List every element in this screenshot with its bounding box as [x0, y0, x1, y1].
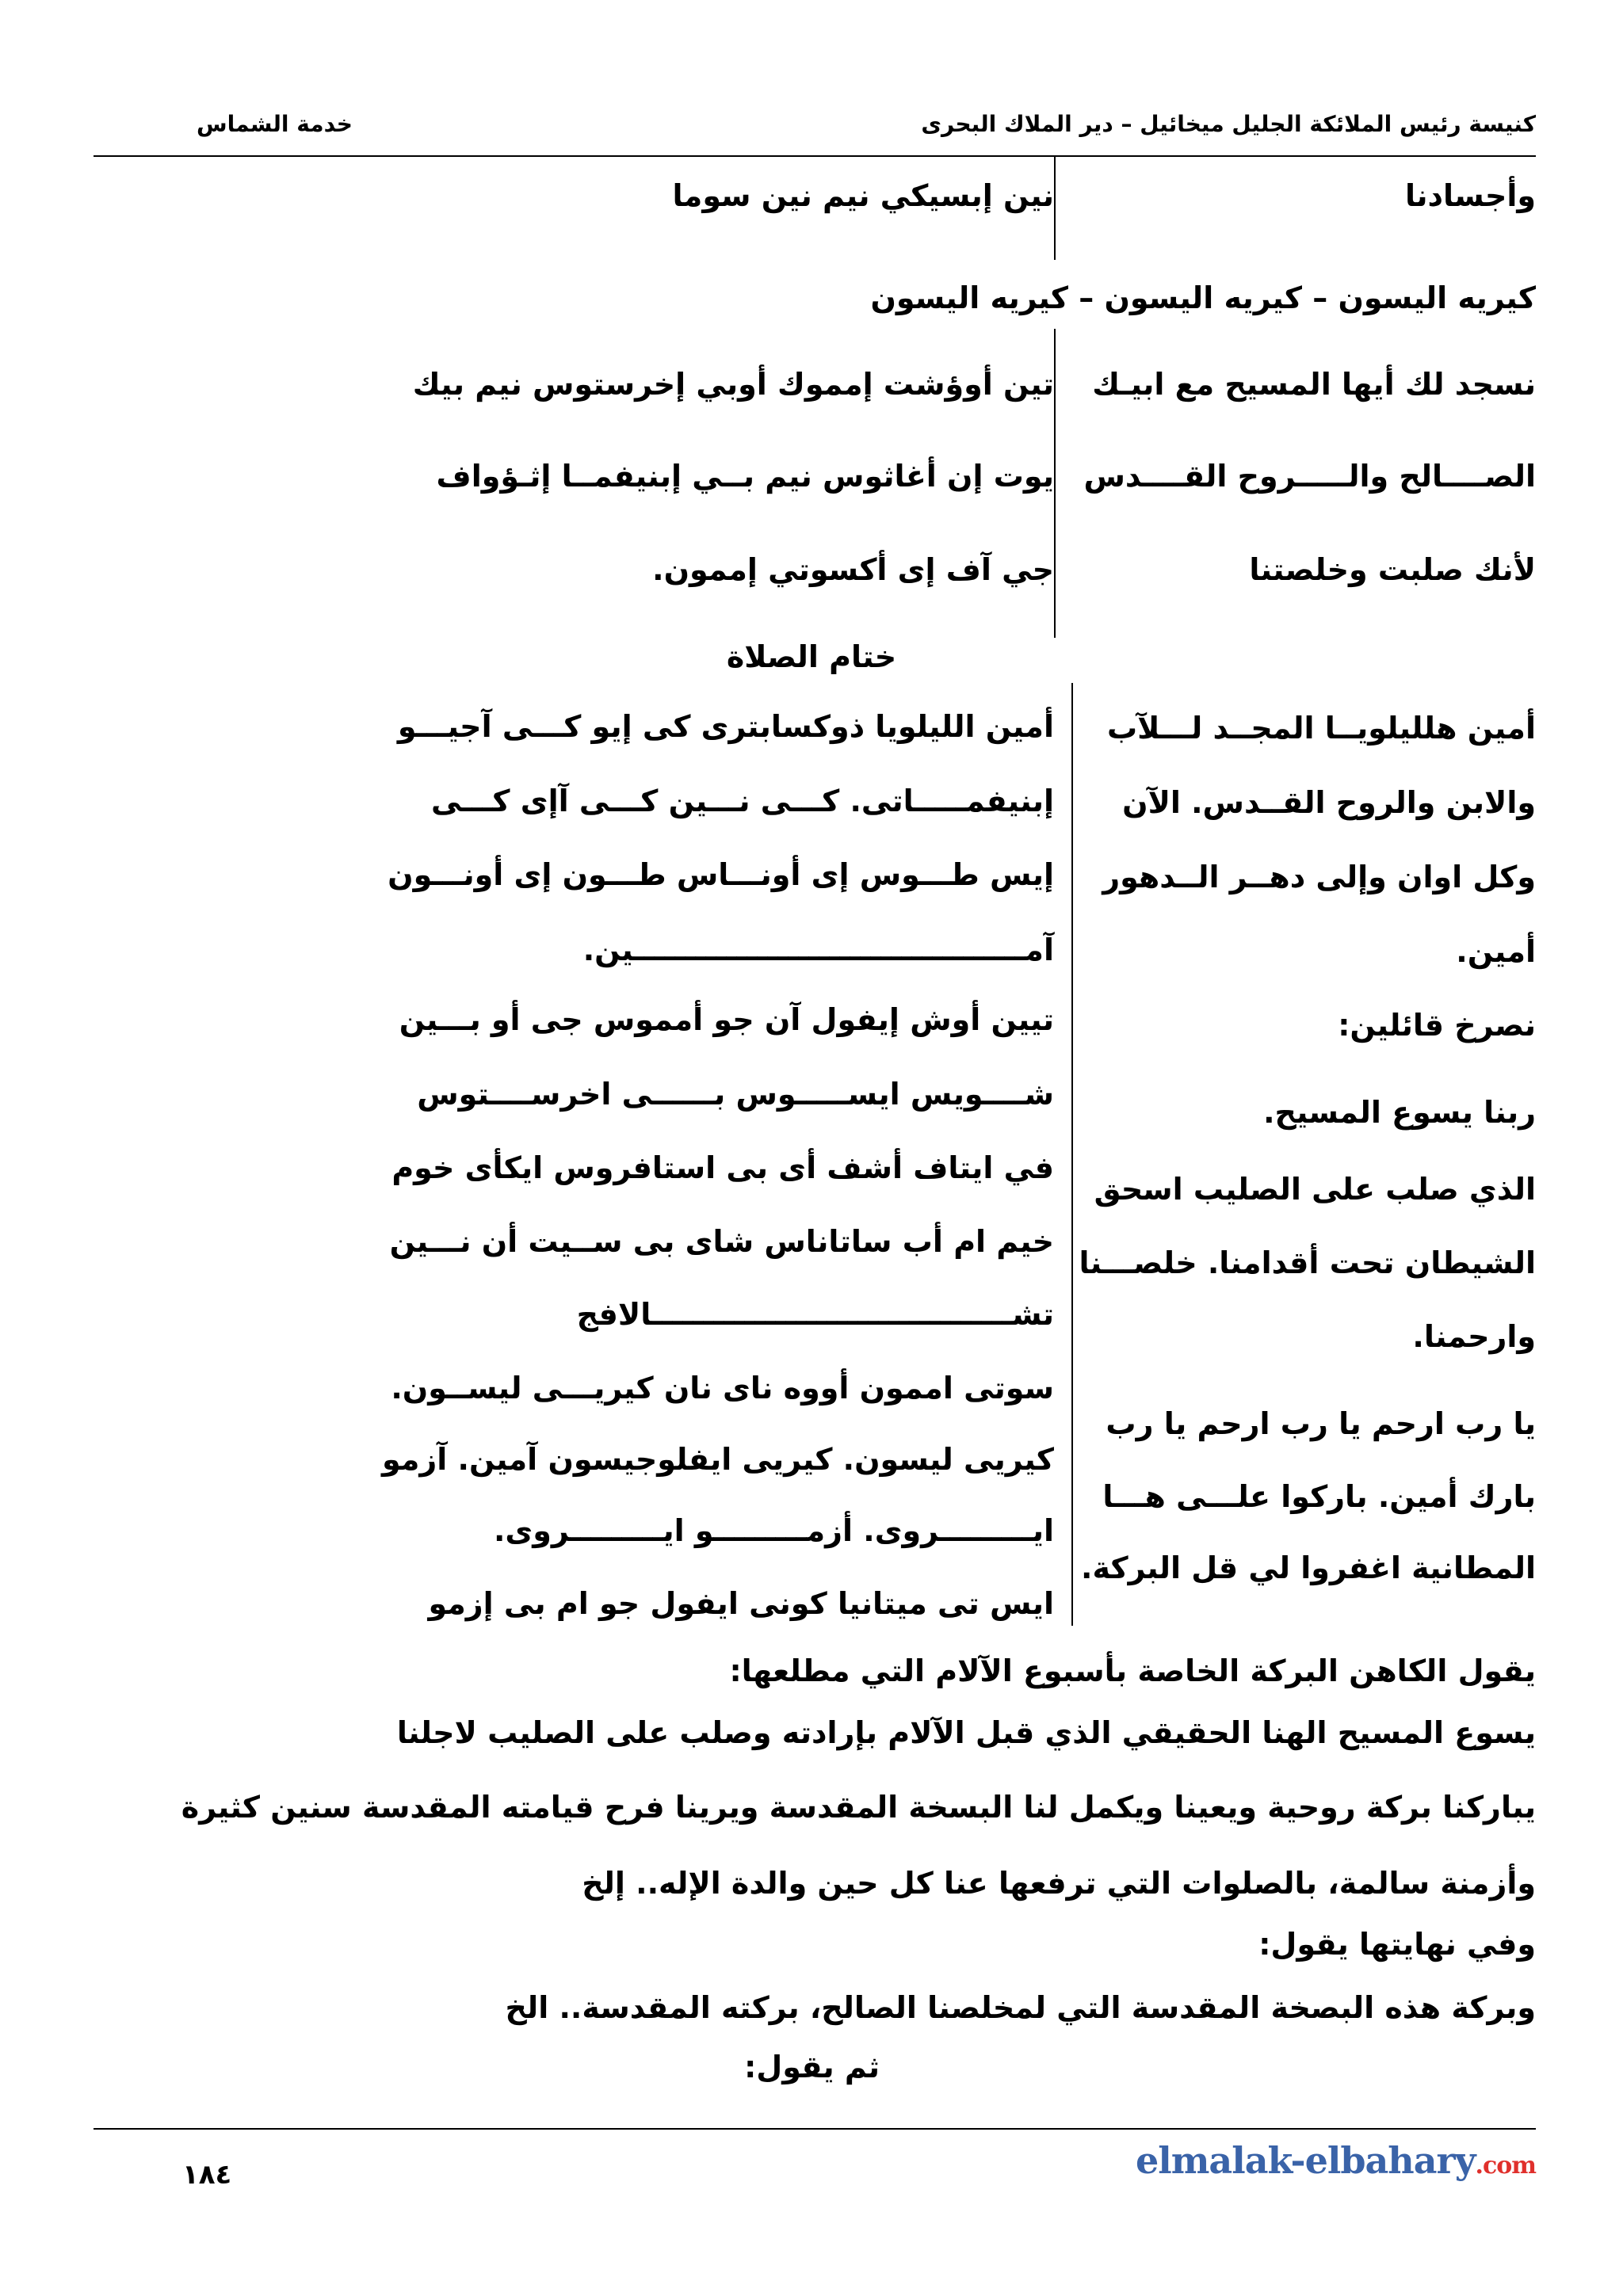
block3-right-line: الذي صلب على الصليب اسحق: [1094, 1172, 1536, 1207]
block3-left-line: إيس طـــوس إى أونـــاس طـــون إى أونـــون: [388, 857, 1054, 892]
block1-right-text: وأجسادنا: [1404, 178, 1536, 213]
logo-text: elmalak-elbahary: [1136, 2139, 1476, 2182]
block3-left-line: خيم ام أب ساتاناس شاى بى ســيت أن نـــين: [389, 1224, 1054, 1259]
footer-rule: [94, 2128, 1536, 2130]
block3-right-line: أمين.: [1456, 934, 1536, 969]
block3-right-line: أمين هلليلويــا المجــد لـــلآب: [1106, 711, 1536, 746]
final-line: يقول الكاهن البركة الخاصة بأسبوع الآلام التي مطلعها:: [729, 1653, 1536, 1688]
final-line: وفي نهايتها يقول:: [1258, 1927, 1536, 1962]
block3-left-line: شــــويس ايســـــوس بــــــى اخرســــتوس: [417, 1077, 1054, 1112]
block3-right-line: ربنا يسوع المسيح.: [1263, 1095, 1536, 1130]
block2-right-1: نسجد لك أيها المسيح مع ابيـك: [1092, 367, 1536, 402]
block3-right-line: نصرخ قائلين:: [1338, 1008, 1536, 1043]
block3-left-line: تيين أوش إيفول آن جو أمموس جى أو بـــين: [399, 1002, 1054, 1037]
block2-left-3: جي آف إى أكسوتي إممون.: [652, 552, 1054, 587]
block1-left-text: نين إبسيكي نيم نين سوما: [672, 178, 1054, 213]
block3-left-line: أمين الليلويا ذوكسابترى كى إيو كـــى آجيـــو: [397, 709, 1054, 744]
block3-right-line: وارحمنا.: [1412, 1319, 1536, 1354]
section-title: ختام الصلاة: [726, 639, 897, 674]
block3-left-line: آمــــــــــــــــــــــــــــــــــــــين.: [582, 933, 1054, 967]
block3-right-line: بارك أمين. باركوا علـــى هـــا: [1102, 1479, 1536, 1514]
block2-right-3: لأنك صلبت وخلصتنا: [1249, 552, 1536, 587]
logo-suffix: .com: [1475, 2152, 1536, 2180]
block3-left-line: ايـــــــــروى. أزمـــــــــو ايـــــــــروى.: [493, 1513, 1054, 1548]
block3-right-line: يا رب ارحم يا رب ارحم يا رب: [1106, 1406, 1536, 1441]
kyrie-line: كيريه اليسون – كيريه اليسون – كيريه اليسون: [870, 280, 1536, 315]
page-number: ١٨٤: [182, 2159, 232, 2191]
block3-left-line: في ايتاف أشف أى بى استافروس ايكأى خوم: [391, 1150, 1054, 1185]
block3-right-line: الشيطان تحت أقدامنا. خلصـــنا: [1079, 1245, 1536, 1280]
block2-right-2: الصــــالح والـــــروح القــــدس: [1083, 459, 1536, 494]
final-line: يسوع المسيح الهنا الحقيقي الذي قبل الآلام بإرادته وصلب على الصليب لاجلنا: [396, 1715, 1536, 1750]
final-line: وأزمنة سالمة، بالصلوات التي ترفعها عنا كل حين والدة الإله.. إلخ: [582, 1866, 1536, 1901]
final-line: وبركة هذه البصخة المقدسة التي لمخلصنا الصالح، بركته المقدسة.. الخ: [505, 1990, 1536, 2025]
block3-left-line: سوتى اممون أووه ناى نان كيريـــى ليســون.: [391, 1371, 1054, 1405]
header-service-title: خدمة الشماس: [197, 111, 353, 137]
block3-left-line: ايس تى ميتانيا كونى ايفول جو ام بى إزمو: [428, 1586, 1054, 1621]
header-church-title: كنيسة رئيس الملائكة الجليل ميخائيل – دير الملاك البحرى: [921, 111, 1536, 137]
column-divider: [1054, 155, 1056, 260]
final-line: ثم يقول:: [744, 2050, 880, 2084]
block3-right-line: والابن والروح القــدس. الآن: [1122, 785, 1536, 820]
block3-left-line: إبنيفمـــــاتى. كـــى نـــين كـــى آإى كـــى: [431, 784, 1054, 818]
block3-right-line: المطانية اغفروا لي قل البركة.: [1081, 1550, 1536, 1585]
header-rule: [94, 155, 1536, 157]
column-divider: [1054, 329, 1056, 638]
site-logo: [1136, 2139, 1536, 2182]
block3-left-line: تشـــــــــــــــــــــــــــــــــــالافج: [576, 1297, 1054, 1332]
block2-left-1: تين أوؤشت إمموك أوبي إخرستوس نيم بيك: [412, 367, 1054, 402]
final-line: يباركنا بركة روحية ويعينا ويكمل لنا البسخة المقدسة ويرينا فرح قيامته المقدسة سنين كثيرة: [181, 1790, 1536, 1825]
block2-left-2: يوت إن أغاثوس نيم بــي إبنيفمــا إثـؤواف: [436, 459, 1054, 494]
block3-right-line: وكل اوان وإلى دهــر الــدهور: [1102, 860, 1536, 894]
block3-left-line: كيريى ليسون. كيريى ايفلوجيسون آمين. آزمو: [382, 1442, 1054, 1477]
